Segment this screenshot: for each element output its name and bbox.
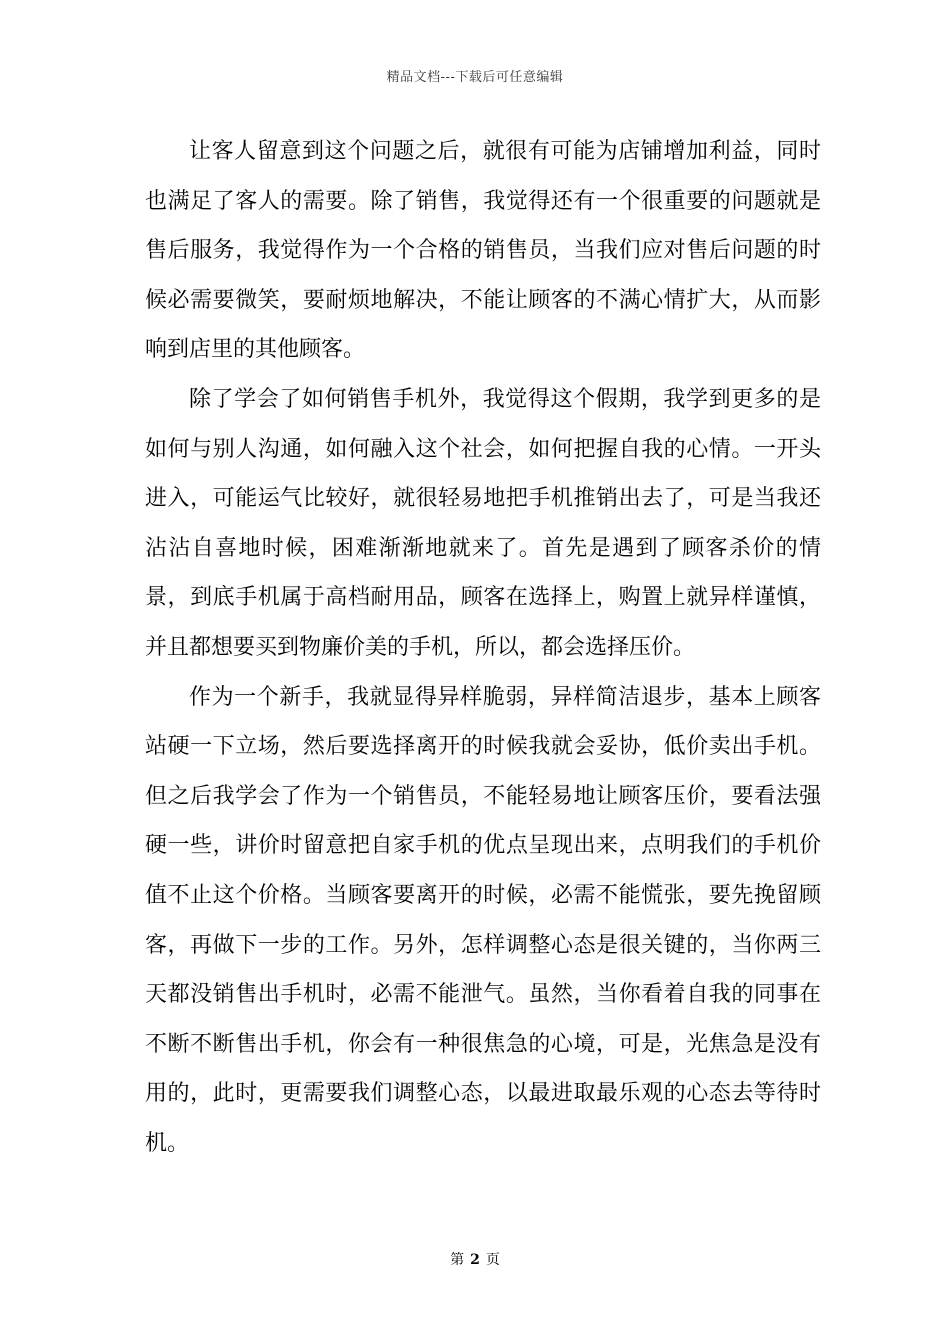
paragraph-2: 除了学会了如何销售手机外，我觉得这个假期，我学到更多的是如何与别人沟通，如何融入这个社会，如何把握自我的心情。一开头进入，可能运气比较好，就很轻易地把手机推销出去了，可是当我还沾沾自喜地时候，困难渐渐地就来了。首先是遇到了顾客杀价的情景，到底手机属于高档耐用品，顾客在选择上，购置上就异样谨慎，并且都想要买到物廉价美的手机，所以，都会选择压价。 bbox=[145, 386, 821, 660]
page-label-prefix: 第 bbox=[450, 1252, 465, 1268]
page-label-suffix: 页 bbox=[485, 1252, 500, 1268]
page-footer bbox=[0, 1249, 950, 1269]
page-number: 2 bbox=[470, 1252, 480, 1268]
page-header: 精品文档---下载后可任意编辑 bbox=[386, 70, 564, 85]
paragraph-1: 让客人留意到这个问题之后，就很有可能为店铺增加利益，同时也满足了客人的需要。除了销售，我觉得还有一个很重要的问题就是售后服务，我觉得作为一个合格的销售员，当我们应对售后问题的时候必需要微笑，要耐烦地解决，不能让顾客的不满心情扩大，从而影响到店里的其他顾客。 bbox=[145, 139, 821, 363]
document-body bbox=[145, 127, 821, 1168]
paragraph-3: 作为一个新手，我就显得异样脆弱，异样简洁退步，基本上顾客站硬一下立场，然后要选择离开的时候我就会妥协，低价卖出手机。但之后我学会了作为一个销售员，不能轻易地让顾客压价，要看法强硬一些，讲价时留意把自家手机的优点呈现出来，点明我们的手机价值不止这个价格。当顾客要离开的时候，必需不能慌张，要先挽留顾客，再做下一步的工作。另外，怎样调整心态是很关键的，当你两三天都没销售出手机时，必需不能泄气。虽然，当你看着自我的同事在不断不断售出手机，你会有一种很焦急的心境，可是，光焦急是没有用的，此时，更需要我们调整心态，以最进取最乐观的心态去等待时机。 bbox=[145, 684, 821, 1156]
